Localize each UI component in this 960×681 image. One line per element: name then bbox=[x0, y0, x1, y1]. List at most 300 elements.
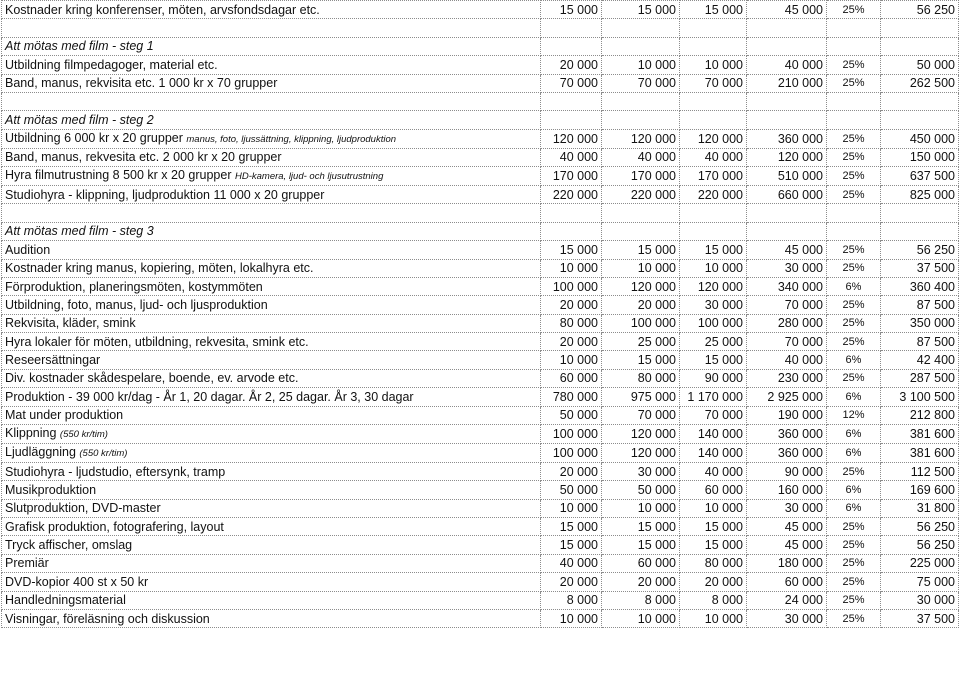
row-label: Handledningsmaterial bbox=[5, 593, 126, 608]
table-row bbox=[2, 369, 959, 387]
year-1-cell: 20 000 bbox=[541, 462, 602, 480]
row-label-cell bbox=[2, 481, 541, 499]
row-label-cell bbox=[2, 462, 541, 480]
total-incl-cell: 30 000 bbox=[881, 591, 959, 609]
year-1-cell: 20 000 bbox=[541, 56, 602, 74]
empty-cell bbox=[747, 204, 827, 222]
table-row bbox=[2, 388, 959, 406]
year-3-cell: 120 000 bbox=[680, 277, 747, 295]
total-cell: 60 000 bbox=[747, 573, 827, 591]
year-2-cell: 25 000 bbox=[602, 333, 680, 351]
total-cell: 70 000 bbox=[747, 296, 827, 314]
total-incl-cell: 56 250 bbox=[881, 241, 959, 259]
table-row bbox=[2, 499, 959, 517]
row-label-cell bbox=[2, 259, 541, 277]
year-3-cell: 10 000 bbox=[680, 56, 747, 74]
rate-cell: 25% bbox=[827, 536, 881, 554]
total-incl-cell: 87 500 bbox=[881, 333, 959, 351]
empty-cell bbox=[881, 19, 959, 37]
row-label: Band, manus, rekvisita etc. 1 000 kr x 70 grupper bbox=[5, 76, 278, 91]
total-incl-cell: 87 500 bbox=[881, 296, 959, 314]
year-1-cell: 60 000 bbox=[541, 369, 602, 387]
year-3-cell: 90 000 bbox=[680, 369, 747, 387]
row-label: DVD-kopior 400 st x 50 kr bbox=[5, 574, 149, 589]
total-incl-cell: 56 250 bbox=[881, 536, 959, 554]
table-row bbox=[2, 443, 959, 462]
rate-cell: 6% bbox=[827, 277, 881, 295]
total-incl-cell: 37 500 bbox=[881, 259, 959, 277]
section-header-row bbox=[2, 111, 959, 129]
rate-cell: 6% bbox=[827, 499, 881, 517]
table-row bbox=[2, 241, 959, 259]
total-incl-cell: 381 600 bbox=[881, 424, 959, 443]
row-label-cell bbox=[2, 609, 541, 627]
year-1-cell: 100 000 bbox=[541, 277, 602, 295]
row-label-cell bbox=[2, 277, 541, 295]
empty-cell bbox=[881, 37, 959, 55]
table-row bbox=[2, 462, 959, 480]
rate-cell: 25% bbox=[827, 74, 881, 92]
year-1-cell: 50 000 bbox=[541, 481, 602, 499]
year-3-cell: 100 000 bbox=[680, 314, 747, 332]
total-incl-cell: 825 000 bbox=[881, 186, 959, 204]
total-incl-cell: 56 250 bbox=[881, 1, 959, 19]
row-label-cell bbox=[2, 167, 541, 186]
empty-cell bbox=[541, 19, 602, 37]
year-2-cell: 50 000 bbox=[602, 481, 680, 499]
year-2-cell: 120 000 bbox=[602, 424, 680, 443]
year-3-cell: 15 000 bbox=[680, 1, 747, 19]
rate-cell: 25% bbox=[827, 591, 881, 609]
table-row bbox=[2, 129, 959, 148]
row-label-cell bbox=[2, 591, 541, 609]
year-2-cell: 10 000 bbox=[602, 259, 680, 277]
rate-cell: 6% bbox=[827, 424, 881, 443]
year-2-cell: 15 000 bbox=[602, 1, 680, 19]
total-cell: 190 000 bbox=[747, 406, 827, 424]
year-2-cell: 120 000 bbox=[602, 443, 680, 462]
empty-cell bbox=[827, 111, 881, 129]
row-label: Div. kostnader skådespelare, boende, ev. arvode etc. bbox=[5, 371, 299, 386]
total-incl-cell: 31 800 bbox=[881, 499, 959, 517]
empty-cell bbox=[881, 204, 959, 222]
rate-cell: 25% bbox=[827, 518, 881, 536]
year-3-cell: 70 000 bbox=[680, 406, 747, 424]
empty-cell bbox=[602, 92, 680, 110]
year-3-cell: 40 000 bbox=[680, 148, 747, 166]
year-3-cell: 120 000 bbox=[680, 129, 747, 148]
year-1-cell: 10 000 bbox=[541, 351, 602, 369]
row-label: Band, manus, rekvesita etc. 2 000 kr x 20 grupper bbox=[5, 150, 282, 165]
rate-cell: 25% bbox=[827, 259, 881, 277]
row-label: Visningar, föreläsning och diskussion bbox=[5, 611, 210, 626]
total-incl-cell: 381 600 bbox=[881, 443, 959, 462]
row-label-cell bbox=[2, 406, 541, 424]
row-label-cell bbox=[2, 499, 541, 517]
year-3-cell: 25 000 bbox=[680, 333, 747, 351]
row-label-cell bbox=[2, 554, 541, 572]
total-cell: 360 000 bbox=[747, 424, 827, 443]
empty-cell bbox=[602, 19, 680, 37]
spacer-row bbox=[2, 92, 959, 110]
table-row bbox=[2, 333, 959, 351]
year-3-cell: 10 000 bbox=[680, 609, 747, 627]
row-label: Förproduktion, planeringsmöten, kostymmöten bbox=[5, 279, 263, 294]
year-3-cell: 8 000 bbox=[680, 591, 747, 609]
table-row bbox=[2, 536, 959, 554]
row-label: Klippning bbox=[5, 425, 57, 440]
year-1-cell: 120 000 bbox=[541, 129, 602, 148]
year-2-cell: 30 000 bbox=[602, 462, 680, 480]
total-incl-cell: 3 100 500 bbox=[881, 388, 959, 406]
row-label: Produktion - 39 000 kr/dag - År 1, 20 dagar. År 2, 25 dagar. År 3, 30 dagar bbox=[5, 389, 414, 404]
empty-cell bbox=[602, 111, 680, 129]
rate-cell: 25% bbox=[827, 554, 881, 572]
empty-cell bbox=[747, 111, 827, 129]
rate-cell: 12% bbox=[827, 406, 881, 424]
empty-cell bbox=[747, 92, 827, 110]
table-row bbox=[2, 314, 959, 332]
spacer-row bbox=[2, 19, 959, 37]
empty-cell bbox=[541, 204, 602, 222]
table-row bbox=[2, 351, 959, 369]
total-cell: 120 000 bbox=[747, 148, 827, 166]
row-label: Audition bbox=[5, 242, 51, 257]
total-cell: 45 000 bbox=[747, 536, 827, 554]
year-3-cell: 15 000 bbox=[680, 351, 747, 369]
empty-cell bbox=[541, 222, 602, 240]
year-2-cell: 10 000 bbox=[602, 499, 680, 517]
empty-cell bbox=[881, 92, 959, 110]
total-cell: 160 000 bbox=[747, 481, 827, 499]
year-1-cell: 50 000 bbox=[541, 406, 602, 424]
total-cell: 40 000 bbox=[747, 351, 827, 369]
year-2-cell: 220 000 bbox=[602, 186, 680, 204]
total-incl-cell: 287 500 bbox=[881, 369, 959, 387]
budget-table bbox=[1, 0, 959, 628]
table-row bbox=[2, 74, 959, 92]
year-2-cell: 80 000 bbox=[602, 369, 680, 387]
table-row bbox=[2, 167, 959, 186]
row-label-cell bbox=[2, 424, 541, 443]
year-3-cell: 20 000 bbox=[680, 573, 747, 591]
total-cell: 24 000 bbox=[747, 591, 827, 609]
empty-cell bbox=[2, 204, 541, 222]
row-label: Premiär bbox=[5, 556, 49, 571]
rate-cell: 25% bbox=[827, 241, 881, 259]
year-1-cell: 20 000 bbox=[541, 573, 602, 591]
total-cell: 360 000 bbox=[747, 129, 827, 148]
year-3-cell: 170 000 bbox=[680, 167, 747, 186]
empty-cell bbox=[680, 37, 747, 55]
row-label: Mat under produktion bbox=[5, 408, 124, 423]
row-label-cell bbox=[2, 129, 541, 148]
row-label: Utbildning filmpedagoger, material etc. bbox=[5, 57, 218, 72]
year-1-cell: 10 000 bbox=[541, 609, 602, 627]
table-row bbox=[2, 609, 959, 627]
empty-cell bbox=[680, 222, 747, 240]
total-incl-cell: 450 000 bbox=[881, 129, 959, 148]
spacer-row bbox=[2, 204, 959, 222]
empty-cell bbox=[827, 222, 881, 240]
total-cell: 30 000 bbox=[747, 499, 827, 517]
empty-cell bbox=[2, 19, 541, 37]
empty-cell bbox=[827, 19, 881, 37]
row-label-cell bbox=[2, 351, 541, 369]
table-row bbox=[2, 406, 959, 424]
year-1-cell: 15 000 bbox=[541, 1, 602, 19]
rate-cell: 6% bbox=[827, 351, 881, 369]
table-row bbox=[2, 56, 959, 74]
total-cell: 230 000 bbox=[747, 369, 827, 387]
empty-cell bbox=[680, 111, 747, 129]
year-1-cell: 100 000 bbox=[541, 443, 602, 462]
rate-cell: 25% bbox=[827, 462, 881, 480]
year-1-cell: 80 000 bbox=[541, 314, 602, 332]
total-cell: 70 000 bbox=[747, 333, 827, 351]
rate-cell: 25% bbox=[827, 167, 881, 186]
table-row bbox=[2, 148, 959, 166]
row-label-cell bbox=[2, 536, 541, 554]
row-label: Utbildning, foto, manus, ljud- och ljusproduktion bbox=[5, 297, 268, 312]
row-label-cell bbox=[2, 333, 541, 351]
total-incl-cell: 75 000 bbox=[881, 573, 959, 591]
table-row bbox=[2, 481, 959, 499]
row-label: Rekvisita, kläder, smink bbox=[5, 316, 136, 331]
row-label: Kostnader kring konferenser, möten, arvsfondsdagar etc. bbox=[5, 2, 320, 17]
total-incl-cell: 262 500 bbox=[881, 74, 959, 92]
rate-cell: 25% bbox=[827, 129, 881, 148]
total-incl-cell: 360 400 bbox=[881, 277, 959, 295]
year-1-cell: 15 000 bbox=[541, 518, 602, 536]
row-label-cell bbox=[2, 518, 541, 536]
total-incl-cell: 37 500 bbox=[881, 609, 959, 627]
total-incl-cell: 42 400 bbox=[881, 351, 959, 369]
empty-cell bbox=[602, 222, 680, 240]
table-row bbox=[2, 277, 959, 295]
empty-cell bbox=[680, 204, 747, 222]
empty-cell bbox=[541, 37, 602, 55]
row-note: manus, foto, ljussättning, klippning, ljudproduktion bbox=[186, 133, 397, 145]
total-cell: 340 000 bbox=[747, 277, 827, 295]
year-2-cell: 15 000 bbox=[602, 351, 680, 369]
empty-cell bbox=[541, 111, 602, 129]
year-3-cell: 10 000 bbox=[680, 499, 747, 517]
empty-cell bbox=[881, 111, 959, 129]
row-note: (550 kr/tim) bbox=[79, 447, 128, 459]
total-incl-cell: 50 000 bbox=[881, 56, 959, 74]
rate-cell: 25% bbox=[827, 1, 881, 19]
row-label-cell bbox=[2, 314, 541, 332]
year-1-cell: 780 000 bbox=[541, 388, 602, 406]
year-3-cell: 70 000 bbox=[680, 74, 747, 92]
rate-cell: 6% bbox=[827, 443, 881, 462]
table-row bbox=[2, 573, 959, 591]
empty-cell bbox=[541, 92, 602, 110]
total-cell: 360 000 bbox=[747, 443, 827, 462]
year-1-cell: 20 000 bbox=[541, 296, 602, 314]
year-2-cell: 20 000 bbox=[602, 296, 680, 314]
row-label: Hyra lokaler för möten, utbildning, rekvesita, smink etc. bbox=[5, 334, 309, 349]
rate-cell: 25% bbox=[827, 609, 881, 627]
rate-cell: 25% bbox=[827, 314, 881, 332]
total-incl-cell: 169 600 bbox=[881, 481, 959, 499]
total-cell: 45 000 bbox=[747, 518, 827, 536]
empty-cell bbox=[680, 92, 747, 110]
total-incl-cell: 56 250 bbox=[881, 518, 959, 536]
year-1-cell: 15 000 bbox=[541, 536, 602, 554]
year-1-cell: 10 000 bbox=[541, 499, 602, 517]
total-cell: 40 000 bbox=[747, 56, 827, 74]
row-label: Slutproduktion, DVD-master bbox=[5, 501, 161, 516]
total-incl-cell: 225 000 bbox=[881, 554, 959, 572]
empty-cell bbox=[602, 204, 680, 222]
rate-cell: 25% bbox=[827, 573, 881, 591]
total-cell: 30 000 bbox=[747, 259, 827, 277]
rate-cell: 25% bbox=[827, 148, 881, 166]
total-cell: 660 000 bbox=[747, 186, 827, 204]
year-2-cell: 975 000 bbox=[602, 388, 680, 406]
total-incl-cell: 637 500 bbox=[881, 167, 959, 186]
empty-cell bbox=[2, 92, 541, 110]
rate-cell: 25% bbox=[827, 56, 881, 74]
empty-cell bbox=[827, 37, 881, 55]
row-label-cell bbox=[2, 369, 541, 387]
year-2-cell: 120 000 bbox=[602, 277, 680, 295]
year-3-cell: 140 000 bbox=[680, 443, 747, 462]
row-label: Musikproduktion bbox=[5, 482, 97, 497]
year-1-cell: 15 000 bbox=[541, 241, 602, 259]
total-cell: 510 000 bbox=[747, 167, 827, 186]
row-label: Tryck affischer, omslag bbox=[5, 538, 133, 553]
year-1-cell: 20 000 bbox=[541, 333, 602, 351]
year-1-cell: 220 000 bbox=[541, 186, 602, 204]
rate-cell: 25% bbox=[827, 186, 881, 204]
year-1-cell: 70 000 bbox=[541, 74, 602, 92]
year-3-cell: 15 000 bbox=[680, 518, 747, 536]
row-label-cell bbox=[2, 573, 541, 591]
rate-cell: 6% bbox=[827, 388, 881, 406]
row-label-cell bbox=[2, 74, 541, 92]
empty-cell bbox=[680, 19, 747, 37]
year-2-cell: 120 000 bbox=[602, 129, 680, 148]
table-row bbox=[2, 554, 959, 572]
table-row bbox=[2, 259, 959, 277]
year-3-cell: 30 000 bbox=[680, 296, 747, 314]
row-label-cell bbox=[2, 241, 541, 259]
year-3-cell: 60 000 bbox=[680, 481, 747, 499]
year-3-cell: 140 000 bbox=[680, 424, 747, 443]
total-cell: 90 000 bbox=[747, 462, 827, 480]
row-label: Studiohyra - ljudstudio, eftersynk, tramp bbox=[5, 464, 226, 479]
year-2-cell: 170 000 bbox=[602, 167, 680, 186]
year-2-cell: 10 000 bbox=[602, 609, 680, 627]
total-cell: 210 000 bbox=[747, 74, 827, 92]
row-label-cell bbox=[2, 56, 541, 74]
table-row bbox=[2, 296, 959, 314]
year-3-cell: 40 000 bbox=[680, 462, 747, 480]
year-2-cell: 15 000 bbox=[602, 518, 680, 536]
year-3-cell: 15 000 bbox=[680, 536, 747, 554]
total-cell: 30 000 bbox=[747, 609, 827, 627]
row-label-cell bbox=[2, 1, 541, 19]
empty-cell bbox=[747, 222, 827, 240]
row-label: Hyra filmutrustning 8 500 kr x 20 grupper bbox=[5, 168, 232, 182]
total-cell: 2 925 000 bbox=[747, 388, 827, 406]
total-incl-cell: 112 500 bbox=[881, 462, 959, 480]
empty-cell bbox=[747, 37, 827, 55]
total-cell: 45 000 bbox=[747, 241, 827, 259]
section-header-row bbox=[2, 37, 959, 55]
row-label-cell bbox=[2, 186, 541, 204]
row-note: (550 kr/tim) bbox=[59, 428, 108, 440]
rate-cell: 6% bbox=[827, 481, 881, 499]
rate-cell: 25% bbox=[827, 333, 881, 351]
section-title: Att mötas med film - steg 3 bbox=[2, 222, 541, 240]
section-title: Att mötas med film - steg 2 bbox=[2, 111, 541, 129]
rate-cell: 25% bbox=[827, 296, 881, 314]
section-header-row bbox=[2, 222, 959, 240]
table-row bbox=[2, 424, 959, 443]
row-label: Studiohyra - klippning, ljudproduktion 11 000 x 20 grupper bbox=[5, 187, 325, 202]
year-1-cell: 10 000 bbox=[541, 259, 602, 277]
total-incl-cell: 150 000 bbox=[881, 148, 959, 166]
year-2-cell: 15 000 bbox=[602, 241, 680, 259]
table-row bbox=[2, 1, 959, 19]
year-2-cell: 100 000 bbox=[602, 314, 680, 332]
year-2-cell: 70 000 bbox=[602, 74, 680, 92]
empty-cell bbox=[881, 222, 959, 240]
total-incl-cell: 212 800 bbox=[881, 406, 959, 424]
year-3-cell: 15 000 bbox=[680, 241, 747, 259]
table-row bbox=[2, 186, 959, 204]
year-2-cell: 60 000 bbox=[602, 554, 680, 572]
year-3-cell: 220 000 bbox=[680, 186, 747, 204]
year-2-cell: 10 000 bbox=[602, 56, 680, 74]
year-2-cell: 8 000 bbox=[602, 591, 680, 609]
row-label: Reseersättningar bbox=[5, 353, 101, 368]
row-label-cell bbox=[2, 443, 541, 462]
row-label-cell bbox=[2, 296, 541, 314]
year-3-cell: 10 000 bbox=[680, 259, 747, 277]
empty-cell bbox=[602, 37, 680, 55]
year-1-cell: 40 000 bbox=[541, 148, 602, 166]
year-1-cell: 170 000 bbox=[541, 167, 602, 186]
year-3-cell: 1 170 000 bbox=[680, 388, 747, 406]
row-label: Kostnader kring manus, kopiering, möten, lokalhyra etc. bbox=[5, 261, 314, 276]
year-1-cell: 8 000 bbox=[541, 591, 602, 609]
row-label: Ljudläggning bbox=[5, 444, 76, 459]
total-cell: 180 000 bbox=[747, 554, 827, 572]
total-incl-cell: 350 000 bbox=[881, 314, 959, 332]
table-row bbox=[2, 518, 959, 536]
year-3-cell: 80 000 bbox=[680, 554, 747, 572]
total-cell: 280 000 bbox=[747, 314, 827, 332]
row-note: HD-kamera, ljud- och ljusutrustning bbox=[234, 171, 384, 182]
row-label: Utbildning 6 000 kr x 20 grupper bbox=[5, 130, 183, 145]
year-2-cell: 15 000 bbox=[602, 536, 680, 554]
budget-table-body bbox=[2, 1, 959, 628]
row-label-cell bbox=[2, 388, 541, 406]
year-2-cell: 70 000 bbox=[602, 406, 680, 424]
row-label-cell bbox=[2, 148, 541, 166]
empty-cell bbox=[827, 92, 881, 110]
year-1-cell: 40 000 bbox=[541, 554, 602, 572]
year-2-cell: 40 000 bbox=[602, 148, 680, 166]
row-label: Grafisk produktion, fotografering, layout bbox=[5, 519, 224, 534]
total-cell: 45 000 bbox=[747, 1, 827, 19]
rate-cell: 25% bbox=[827, 369, 881, 387]
